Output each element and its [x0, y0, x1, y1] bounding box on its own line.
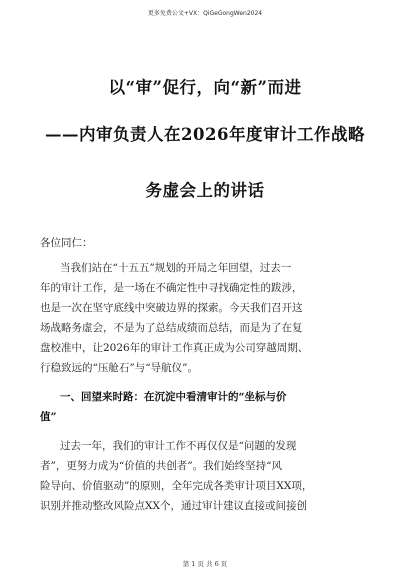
paragraph-1-line: 场战略务虚会，不是为了总结成绩而总结，而是为了在复	[40, 322, 303, 334]
paragraph-2	[40, 436, 370, 516]
paragraph-1	[40, 258, 370, 378]
paragraph-1-line: 当我们站在“十五五”规划的开局之年回望，过去一	[60, 262, 292, 274]
section-heading-1	[40, 387, 370, 427]
paragraph-1-line: 行稳致远的“压舱石”与“导航仪”。	[40, 362, 198, 374]
paragraph-2-line: 险导向、价值驱动”的原则，全年完成各类审计项目XX项，	[40, 480, 313, 492]
page-header: 更多免费公文+VX：QiGeGongWen2024	[147, 10, 263, 17]
paragraph-1-line: 盘校准中，让2026年的审计工作真正成为公司穿越周期、	[40, 342, 309, 354]
paragraph-1-line: 也是一次在坚守底线中突破边界的探索。今天我们召开这	[40, 302, 303, 314]
paragraph-2-line: 过去一年，我们的审计工作不再仅仅是“问题的发现	[60, 440, 297, 452]
paragraph-1-line: 年的审计工作，是一场在不确定性中寻找确定性的跋涉，	[40, 282, 303, 294]
page-footer: 第 1 页 共 6 页	[182, 560, 228, 568]
paragraph-2-line: 者”，更努力成为“价值的共创者”。我们始终坚持“风	[40, 460, 282, 472]
salutation: 各位同仁：	[40, 237, 93, 249]
section-heading-line: 一、回望来时路：在沉淀中看清审计的“坐标与价	[60, 391, 287, 403]
paragraph-2-line: 识别并推动整改风险点XX个，通过审计建议直接或间接创	[40, 500, 307, 512]
title-line-1: 以“审”促行，向“新”而进	[108, 78, 302, 97]
section-heading-line: 值”	[40, 411, 57, 423]
title-line-2: ——内审负责人在2026年度审计工作战略	[45, 125, 365, 144]
title-line-3: 务虚会上的讲话	[145, 181, 265, 200]
